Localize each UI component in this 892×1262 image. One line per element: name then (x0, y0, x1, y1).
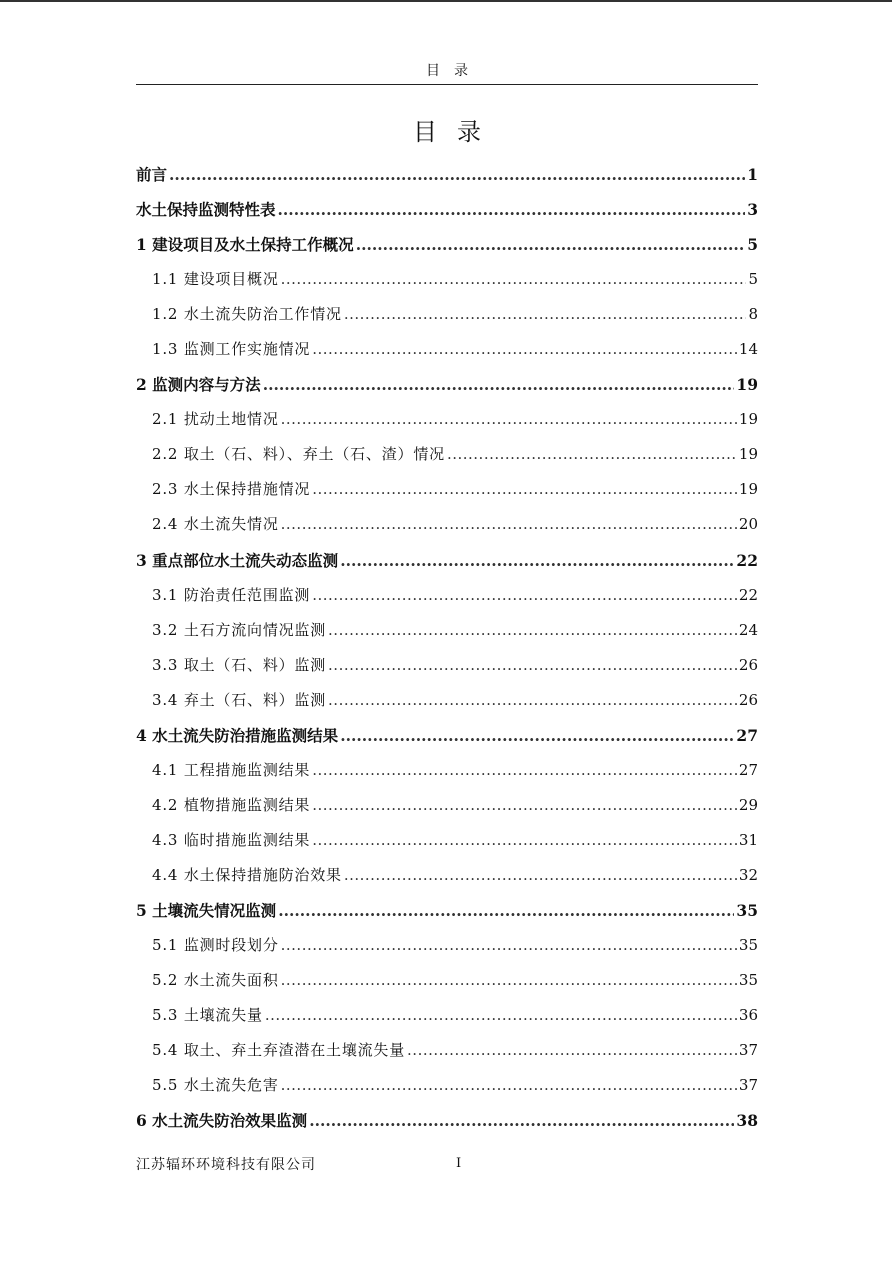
toc-dot-leader (265, 998, 737, 1033)
toc-dot-leader (169, 157, 745, 192)
toc-dot-leader (312, 753, 737, 788)
toc-entry[interactable] (136, 402, 758, 437)
toc-entry[interactable] (136, 332, 758, 367)
toc-entry-page: 37 (738, 1041, 758, 1060)
toc-entry-page: 22 (738, 585, 758, 604)
toc-entry-page: 36 (738, 1006, 758, 1025)
toc-entry-title: 1 建设项目及水土保持工作概况 (136, 235, 354, 255)
toc-entry-title: 1.3 监测工作实施情况 (152, 340, 311, 359)
toc-entry-title: 3.1 防治责任范围监测 (152, 585, 311, 604)
toc-entry-page: 35 (736, 900, 758, 920)
toc-entry-page: 22 (736, 550, 758, 570)
toc-dot-leader (312, 472, 737, 507)
toc-entry[interactable] (136, 858, 758, 893)
toc-entry-page: 19 (738, 480, 758, 499)
toc-entry-page: 35 (738, 971, 758, 990)
toc-dot-leader (263, 367, 735, 402)
toc-dot-leader (281, 1068, 737, 1103)
toc-entry-page: 38 (736, 1111, 758, 1131)
toc-dot-leader (328, 613, 737, 648)
toc-entry-page: 29 (738, 795, 758, 814)
toc-dot-leader (278, 192, 746, 227)
toc-dot-leader (407, 1033, 737, 1068)
page-title: 目录 (413, 118, 501, 146)
toc-entry-title: 5.1 监测时段划分 (152, 936, 279, 955)
toc-entry[interactable] (136, 1033, 758, 1068)
toc-entry-page: 37 (738, 1076, 758, 1095)
toc-entry[interactable] (136, 823, 758, 858)
toc-entry-title: 5.5 水土流失危害 (152, 1076, 279, 1095)
toc-entry-title: 6 水土流失防治效果监测 (136, 1111, 308, 1131)
toc-entry[interactable] (136, 1068, 758, 1103)
toc-entry-page: 19 (738, 445, 758, 464)
toc-dot-leader (328, 648, 737, 683)
toc-entry[interactable] (136, 543, 758, 578)
toc-entry-title: 3.2 土石方流向情况监测 (152, 620, 327, 639)
toc-dot-leader (281, 507, 737, 542)
toc-entry-page: 1 (747, 165, 758, 184)
toc-entry-title: 3.4 弃土（石、料）监测 (152, 690, 327, 709)
toc-entry[interactable] (136, 683, 758, 718)
toc-entry-page: 32 (738, 865, 758, 884)
toc-dot-leader (281, 928, 737, 963)
toc-entry[interactable] (136, 788, 758, 823)
toc-entry-title: 3.3 取土（石、料）监测 (152, 655, 327, 674)
toc-dot-leader (281, 963, 737, 998)
toc-entry-title: 2 监测内容与方法 (136, 375, 261, 395)
footer-page-number: I (456, 1156, 462, 1171)
toc-entry-page: 3 (747, 200, 758, 220)
toc-entry-title: 4.4 水土保持措施防治效果 (152, 865, 342, 884)
toc-entry-page: 27 (736, 725, 758, 745)
toc-entry-page: 26 (738, 690, 758, 709)
toc-entry-page: 27 (738, 760, 758, 779)
toc-entry-title: 水土保持监测特性表 (136, 200, 276, 220)
toc-entry[interactable] (136, 928, 758, 963)
toc-dot-leader (281, 402, 737, 437)
top-border (0, 0, 892, 2)
toc-dot-leader (344, 297, 747, 332)
toc-entry[interactable] (136, 227, 758, 262)
toc-dot-leader (312, 578, 737, 613)
toc-entry-title: 5.4 取土、弃土弃渣潜在土壤流失量 (152, 1041, 406, 1060)
toc-entry-title: 2.4 水土流失情况 (152, 515, 279, 534)
toc-entry-page: 8 (748, 305, 758, 324)
running-header: 目录 (136, 60, 758, 85)
toc-entry-title: 2.3 水土保持措施情况 (152, 480, 311, 499)
toc-dot-leader (447, 437, 737, 472)
toc-entry-page: 20 (738, 515, 758, 534)
toc-entry[interactable] (136, 297, 758, 332)
toc-entry-title: 2.2 取土（石、料）、弃土（石、渣）情况 (152, 445, 445, 464)
toc-dot-leader (278, 893, 734, 928)
toc-entry-title: 5.3 土壤流失量 (152, 1006, 263, 1025)
toc-dot-leader (328, 683, 737, 718)
toc-entry[interactable] (136, 437, 758, 472)
toc-entry[interactable] (136, 613, 758, 648)
toc-dot-leader (281, 262, 747, 297)
toc-entry[interactable] (136, 262, 758, 297)
toc-entry[interactable] (136, 578, 758, 613)
toc-entry[interactable] (136, 507, 758, 542)
toc-entry-page: 35 (738, 936, 758, 955)
toc-entry[interactable] (136, 472, 758, 507)
toc-entry-title: 3 重点部位水土流失动态监测 (136, 550, 339, 570)
toc-dot-leader (340, 718, 734, 753)
toc-entry-title: 5.2 水土流失面积 (152, 971, 279, 990)
table-of-contents (136, 157, 758, 1138)
toc-entry-page: 19 (738, 410, 758, 429)
toc-entry[interactable] (136, 367, 758, 402)
toc-dot-leader (312, 823, 737, 858)
toc-dot-leader (356, 227, 746, 262)
toc-entry-title: 4.2 植物措施监测结果 (152, 795, 311, 814)
toc-entry[interactable] (136, 192, 758, 227)
toc-entry-title: 1.1 建设项目概况 (152, 270, 279, 289)
toc-entry-page: 19 (736, 375, 758, 395)
toc-entry[interactable] (136, 753, 758, 788)
toc-entry-page: 26 (738, 655, 758, 674)
footer-company: 江苏辐环环境科技有限公司 (136, 1157, 316, 1173)
toc-entry-title: 4.1 工程措施监测结果 (152, 760, 311, 779)
toc-entry-title: 2.1 扰动土地情况 (152, 410, 279, 429)
toc-dot-leader (312, 332, 737, 367)
toc-dot-leader (344, 858, 737, 893)
toc-entry-title: 4 水土流失防治措施监测结果 (136, 725, 339, 745)
toc-entry-page: 31 (738, 830, 758, 849)
toc-dot-leader (309, 1103, 734, 1138)
toc-entry-page: 24 (738, 620, 758, 639)
toc-entry-page: 14 (738, 340, 758, 359)
toc-entry-page: 5 (747, 235, 758, 255)
toc-entry[interactable] (136, 1103, 758, 1138)
toc-entry-title: 5 土壤流失情况监测 (136, 900, 277, 920)
toc-entry[interactable] (136, 998, 758, 1033)
toc-entry-page: 5 (748, 270, 758, 289)
toc-entry[interactable] (136, 963, 758, 998)
toc-entry[interactable] (136, 893, 758, 928)
toc-entry-title: 4.3 临时措施监测结果 (152, 830, 311, 849)
toc-entry[interactable] (136, 157, 758, 192)
toc-entry-title: 1.2 水土流失防治工作情况 (152, 305, 342, 324)
toc-dot-leader (312, 788, 737, 823)
toc-dot-leader (340, 543, 734, 578)
toc-entry[interactable] (136, 648, 758, 683)
toc-entry-title: 前言 (136, 165, 168, 184)
toc-entry[interactable] (136, 718, 758, 753)
